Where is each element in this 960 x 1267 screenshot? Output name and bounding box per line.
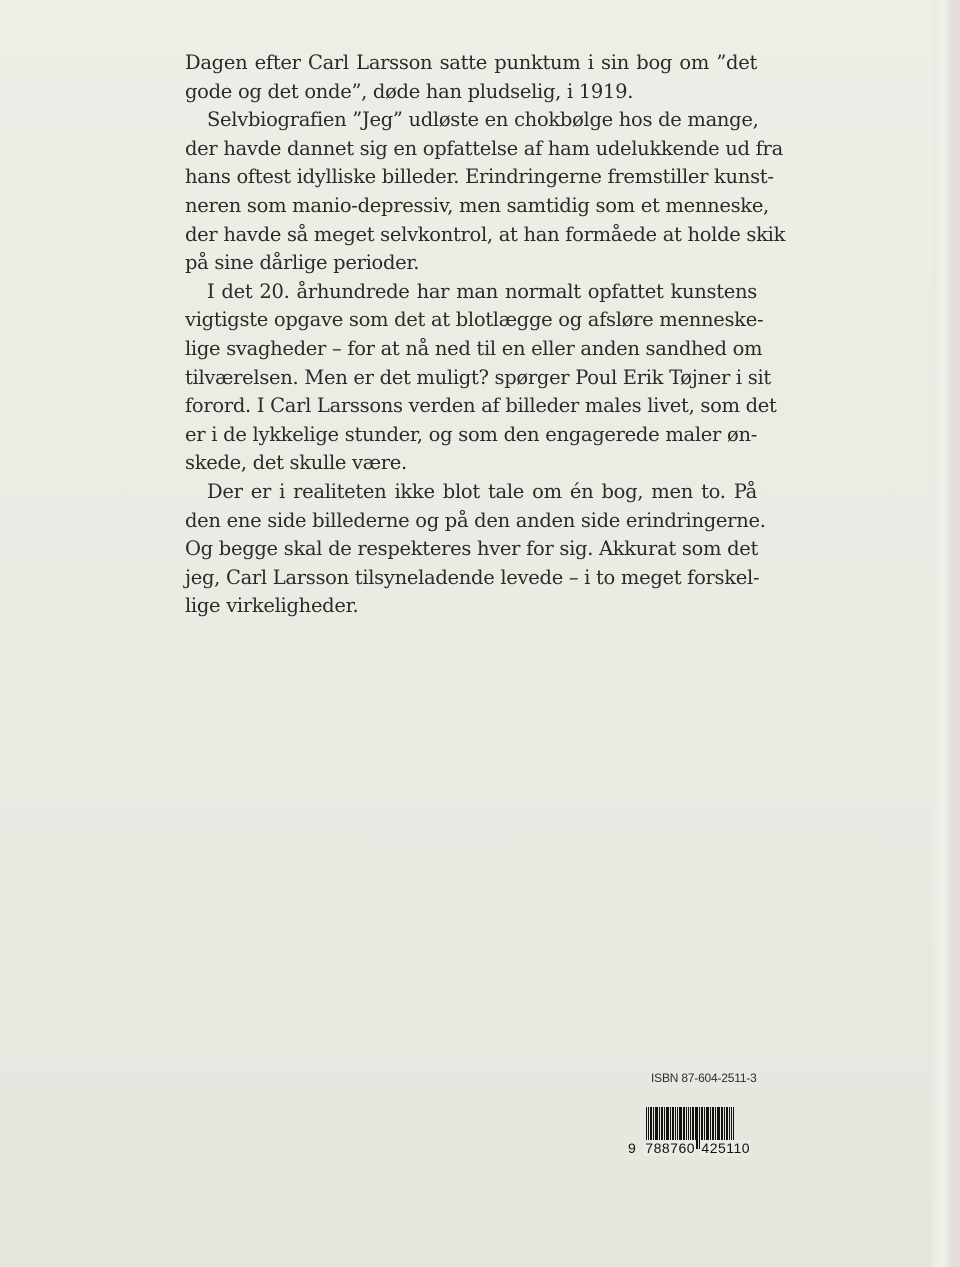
- text-line: lige virkeligheder.: [185, 594, 359, 618]
- paragraph-3: [185, 278, 777, 478]
- isbn-label: ISBN 87-604-2511-3: [651, 1071, 757, 1085]
- text-line: Og begge skal de respekteres hver for sig. Akkurat som det: [185, 537, 759, 561]
- text-line: neren som manio-depressiv, men samtidig som et menneske,: [185, 193, 769, 217]
- text-line: hans oftest idylliske billeder. Erindringerne fremstiller kunst-: [185, 165, 774, 189]
- text-line: vigtigste opgave som det at blotlægge og afsløre menneske-: [185, 308, 764, 332]
- barcode-first-digit: 9: [628, 1140, 637, 1156]
- text-line: Selvbiografien ”Jeg” udløste en chokbølge hos de mange,: [207, 108, 759, 132]
- text-line: tilværelsen. Men er det muligt? spørger Poul Erik Tøjner i sit: [185, 365, 771, 389]
- paragraph-1: [185, 49, 757, 106]
- text-line: på sine dårlige perioder.: [185, 251, 420, 275]
- text-line: gode og det onde”, døde han pludselig, i 1919.: [185, 79, 634, 103]
- text-line: I det 20. århundrede har man normalt opfattet kunstens: [207, 279, 757, 303]
- paragraph-4: [185, 478, 766, 621]
- text-line: den ene side billederne og på den anden side erindringerne.: [185, 508, 766, 532]
- text-line: Der er i realiteten ikke blot tale om én bog, men to. På: [207, 479, 757, 503]
- text-line: der havde så meget selvkontrol, at han formåede at holde skik: [185, 222, 786, 246]
- text-line: Dagen efter Carl Larsson satte punktum i sin bog om ”det: [185, 51, 757, 74]
- text-line: er i de lykkelige stunder, og som den engagerede maler øn-: [185, 422, 757, 446]
- barcode: [628, 1107, 766, 1157]
- paragraph-2: [185, 106, 786, 278]
- barcode-left-group: 788760: [645, 1140, 696, 1156]
- barcode-right-group: 425110: [701, 1140, 751, 1156]
- text-line: der havde dannet sig en opfattelse af ham udelukkende ud fra: [185, 136, 783, 160]
- text-line: skede, det skulle være.: [185, 451, 407, 475]
- text-line: forord. I Carl Larssons verden af billeder males livet, som det: [185, 394, 777, 418]
- cover-edge: [932, 0, 960, 1267]
- barcode-digits: [628, 1140, 751, 1156]
- blurb-text: [185, 49, 786, 621]
- text-line: lige svagheder – for at nå ned til en eller anden sandhed om: [185, 336, 763, 360]
- text-line: jeg, Carl Larsson tilsyneladende levede – i to meget forskel-: [185, 565, 760, 589]
